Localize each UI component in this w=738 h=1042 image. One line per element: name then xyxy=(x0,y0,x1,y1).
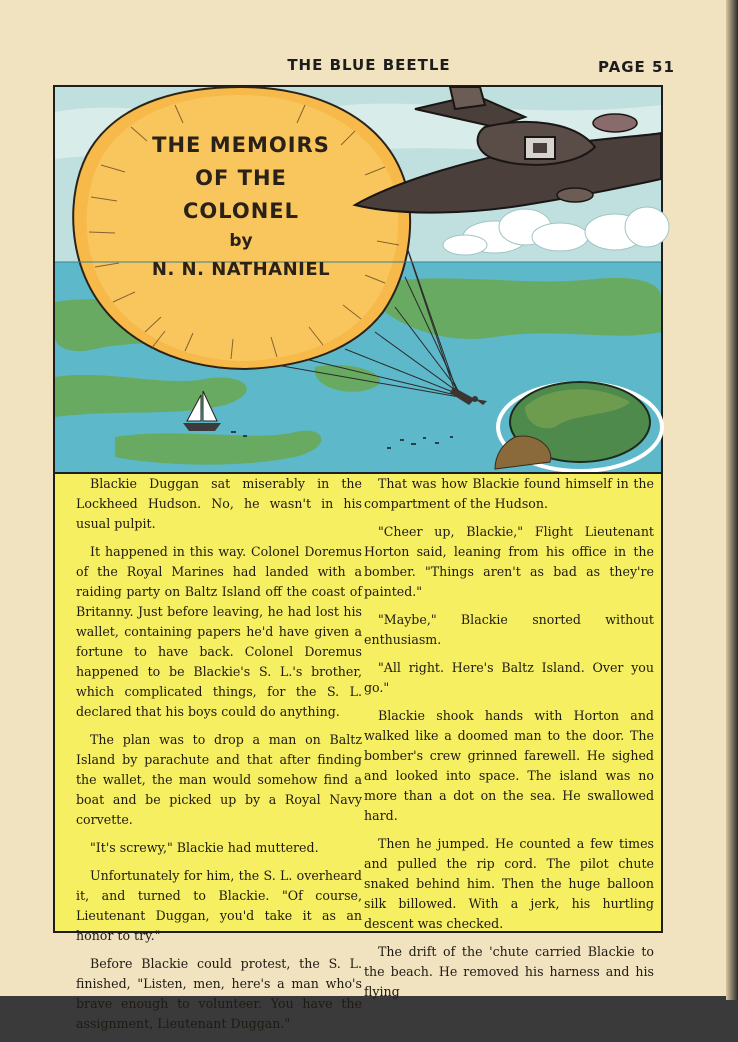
page-number: PAGE 51 xyxy=(598,58,675,76)
page-edge xyxy=(726,0,738,1000)
story-title-block xyxy=(55,129,427,286)
text-column-right xyxy=(364,474,654,1010)
story-panel xyxy=(53,85,663,1031)
paragraph: The drift of the 'chute carried Blackie to the beach. He removed his harness and his flying xyxy=(364,944,654,999)
paragraph: "Cheer up, Blackie," Flight Lieutenant Horton said, leaning from his office in the bomber. "Things aren't as bad as they're painted." xyxy=(364,524,654,599)
paragraph: Blackie Duggan sat miserably in the Lockheed Hudson. No, he wasn't in his usual pulpit. xyxy=(76,476,362,531)
story-title-line-1: THE MEMOIRS xyxy=(152,133,330,157)
paragraph: "All right. Here's Baltz Island. Over you go." xyxy=(364,660,654,695)
paragraph: Before Blackie could protest, the S. L. finished, "Listen, men, here's a man who's brave enough to volunteer. You have the assignment, Lieutenant Duggan." xyxy=(76,956,362,1031)
paragraph: Blackie shook hands with Horton and walked like a doomed man to the door. The bomber's crew grinned farewell. He sighed and looked into space. The island was no more than a dot on the sea. He swallowed hard. xyxy=(364,708,654,823)
paragraph: The plan was to drop a man on Baltz Island by parachute and that after finding the wallet, the man would somehow find a boat and be picked up by a Royal Navy corvette. xyxy=(76,732,362,827)
paragraph: "It's screwy," Blackie had muttered. xyxy=(90,840,319,855)
paragraph: That was how Blackie found himself in the compartment of the Hudson. xyxy=(364,476,654,511)
paragraph: It happened in this way. Colonel Doremus of the Royal Marines had landed with a raiding party on Baltz Island off the coast of Britanny. Just before leaving, he had lost his wallet, containing papers he'd have given a fortune to have back. Colonel Doremus happened to be Blackie's S. L.'s brother, which complicated things, for the S. L. declared that his boys could do anything. xyxy=(76,544,362,719)
paragraph: Unfortunately for him, the S. L. overheard it, and turned to Blackie. "Of course, Lieutenant Duggan, you'd take it as an honor to try." xyxy=(76,868,362,943)
paragraph: "Maybe," Blackie snorted without enthusiasm. xyxy=(364,612,654,647)
text-column-left xyxy=(76,474,362,1042)
island xyxy=(495,382,662,471)
story-author: N. N. NATHANIEL xyxy=(151,259,331,280)
magazine-title: THE BLUE BEETLE xyxy=(287,56,451,74)
story-title-line-3: COLONEL xyxy=(182,199,300,223)
story-by: by xyxy=(229,231,253,251)
story-title-line-2: OF THE xyxy=(195,166,287,190)
paragraph: Then he jumped. He counted a few times and pulled the rip cord. The pilot chute snaked behind him. Then the huge balloon silk billowed. With a jerk, his hurtling descent was checked. xyxy=(364,836,654,931)
